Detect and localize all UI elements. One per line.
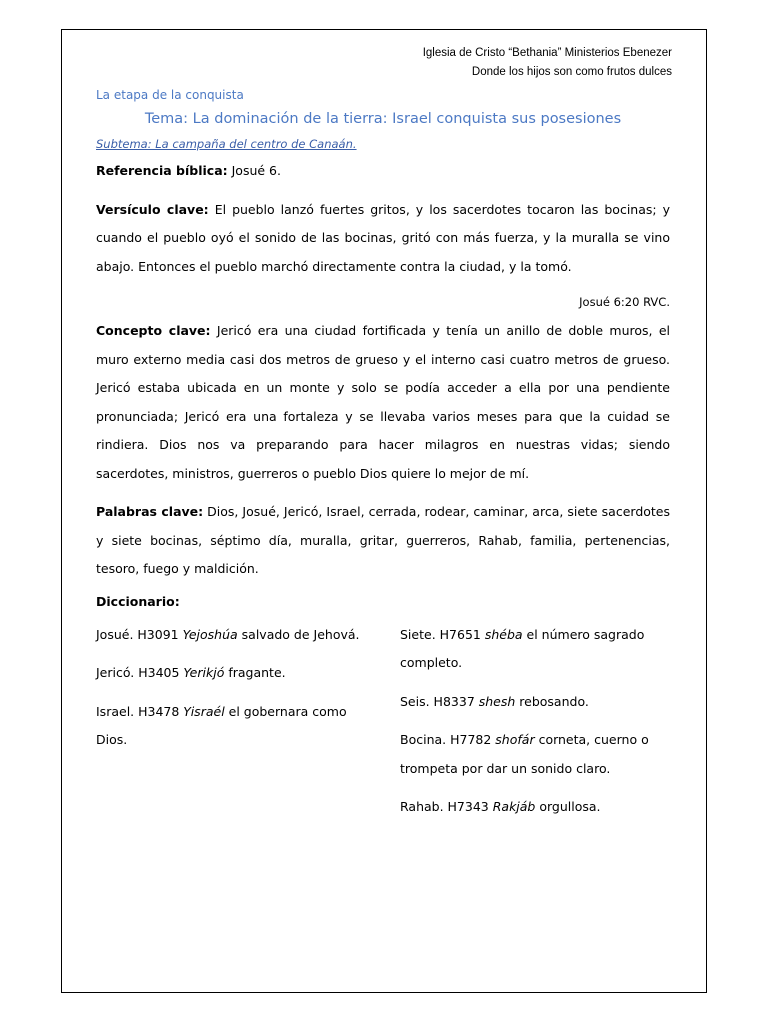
header-motto: Donde los hijos son como frutos dulces [471,66,672,78]
palabras-text: Dios, Josué, Jericó, Israel, cerrada, rodear, caminar, arca, siete sacerdotes y siete bocinas, séptimo día, muralla, gritar, guerreros, Rahab, familia, pertenencias, tesoro, fuego y maldición. [96,504,670,576]
dict-entry [96,621,366,650]
page-header [423,44,672,82]
dict-entry [400,688,670,717]
dict-entry-ref: Rahab. H7343 [400,799,493,814]
stage-label: La etapa de la conquista [96,88,244,102]
page-content [96,88,670,832]
dict-entry-ref: Bocina. H7782 [400,732,496,747]
document-page [61,29,707,993]
versiculo-citation: Josué 6:20 RVC. [579,295,670,309]
diccionario [96,621,670,832]
dict-entry-meaning: corneta, cuerno o trompeta por dar un sonido claro. [400,732,649,776]
dict-entry-ref: Israel. H3478 [96,703,184,719]
dict-entry-ref: Seis. H8337 [400,693,479,709]
dict-entry-ref: Josué. H3091 [96,626,183,642]
header-church-name: Iglesia de Cristo “Bethania” Ministerios Ebenezer [422,47,672,59]
dict-entry-word: shesh [478,693,516,709]
palabras-paragraph [96,498,670,584]
dict-entry [400,621,670,678]
palabras-label: Palabras clave: [96,504,204,519]
dict-entry-meaning: fragante. [224,665,286,680]
dict-entry-meaning: rebosando. [515,693,589,709]
dict-entry-meaning: el gobernara como Dios. [96,703,347,747]
dict-entry [96,698,366,755]
dict-entry-word: Rakjáb [492,799,536,814]
dict-entry-word: shofár [495,732,535,747]
referencia-label: Referencia bíblica: [96,163,228,178]
versiculo-text: El pueblo lanzó fuertes gritos, y los sacerdotes tocaron las bocinas; y cuando el pueblo oyó el sonido de las bocinas, gritó con más fuerza, y la muralla se vino abajo. Entonces el pueblo marchó directamente contra la ciudad, y la tomó. [96,201,670,274]
dict-entry-word: shéba [484,626,523,642]
lesson-title: Tema: La dominación de la tierra: Israel conquista sus posesiones [144,111,622,127]
dict-entry [400,793,670,822]
dict-entry [400,726,670,783]
diccionario-title: Diccionario: [96,593,180,609]
referencia-paragraph [96,157,670,186]
referencia-text: Josué 6. [227,163,281,178]
dict-entry-word: Yerikjó [183,665,225,680]
concepto-label: Concepto clave: [96,323,211,338]
dict-entry-word: Yejoshúa [182,626,238,642]
dict-entry-meaning: orgullosa. [535,799,601,814]
dict-entry-meaning: salvado de Jehová. [237,626,360,642]
dict-entry-meaning: el número sagrado completo. [400,626,645,670]
concepto-text: Jericó era una ciudad fortificada y tenía un anillo de doble muros, el muro externo media casi dos metros de grueso y el interno casi cuatro metros de grueso. Jericó estaba ubicada en un monte y solo se podía acceder a ella por una pendiente pronunciada; Jericó era una fortaleza y se llevaba varios meses para que la cuidad se rindiera. Dios nos va preparando para hacer milagros en nuestras vidas; siendo sacerdotes, ministros, guerreros o pueblo Dios quiere lo mejor de mí. [96,323,670,481]
dict-entry [96,659,366,688]
versiculo-label: Versículo clave: [96,201,209,217]
versiculo-paragraph [96,196,670,282]
lesson-subtitle: Subtema: La campaña del centro de Canaán. [96,137,357,151]
diccionario-left-column [96,621,366,832]
dict-entry-word: Yisraél [183,703,225,719]
diccionario-right-column [400,621,670,832]
dict-entry-ref: Jericó. H3405 [96,665,184,680]
concepto-paragraph [96,317,670,488]
dict-entry-ref: Siete. H7651 [400,626,485,642]
